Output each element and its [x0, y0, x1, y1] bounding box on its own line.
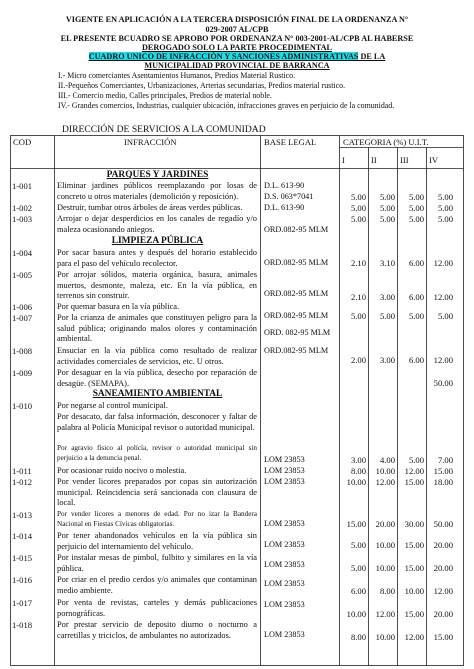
row-value-iii: 5.00 [408, 203, 424, 213]
category-1: I.- Micro comerciantes Asentamientos Humanos, Predios Material Rustico. [58, 71, 296, 80]
row-description: Por desaguar en la vía pública, desecho por reparación de desagüe. (SEMAPA). [57, 368, 257, 388]
section-title: DIRECCIÓN DE SERVICIOS A LA COMUNIDAD [62, 124, 266, 135]
row-value-i: 5.00 [350, 563, 366, 573]
row-value-ii: 10.00 [375, 540, 395, 550]
row-code: 1-012 [12, 477, 33, 487]
header-categoria: CATEGORIA (%) U.I.T. [343, 137, 429, 147]
row-code: 1-009 [12, 368, 33, 378]
row-code: 1-013 [12, 510, 33, 520]
row-value-ii: 5.00 [379, 311, 395, 321]
row-value-ii: 5.00 [379, 214, 395, 224]
row-value-i: 5.00 [350, 203, 366, 213]
row-value-iii: 5.00 [408, 192, 424, 202]
row-code: 1-004 [12, 248, 33, 258]
header-line-1: VIGENTE EN APLICACIÓN A LA TERCERA DISPOSICIÓN FINAL DE LA ORDENANZA N° [65, 15, 409, 24]
row-value-iv: 18.00 [433, 477, 453, 487]
row-base-legal: D.S. 063*7041 [264, 192, 314, 201]
row-value-ii: 8.00 [379, 586, 395, 596]
row-description: Por quemar basura en la vía pública. [57, 302, 180, 311]
row-value-ii: 10.00 [375, 563, 395, 573]
category-2: II.-Pequeños Comerciantes, Urbanizaciones, Arterias secundarias, Predios material rustico. [58, 81, 346, 90]
row-value-iii: 5.00 [408, 455, 424, 465]
row-base-legal: ORD.082-95 MLM [264, 289, 329, 298]
subsection-limpieza: LIMPIEZA PÚBLICA [111, 236, 204, 246]
row-value-iv: 12.00 [433, 355, 453, 365]
row-value-iii: 6.00 [408, 355, 424, 365]
row-code: 1-011 [12, 466, 32, 476]
row-value-iv: 5.00 [437, 311, 453, 321]
row-value-iii: 6.00 [408, 258, 424, 268]
row-code: 1-007 [12, 313, 33, 323]
row-description: Por vender licores preparados por copas sin autorización municipal. Reincidencia será sancionada con clausura de local. [57, 477, 257, 508]
header-title-suffix: DE LA [358, 52, 386, 61]
row-value-iv: 12.00 [433, 292, 453, 302]
row-description: Por desacato, dar falsa información, desconocer y faltar de palabra al Policía Municipal revisor o autoridad municipal. [57, 412, 257, 432]
row-base-legal: LOM 23853 [264, 579, 305, 588]
row-base-legal: LOM 23853 [264, 466, 305, 475]
row-code: 1-002 [12, 203, 33, 213]
row-value-i: 2.00 [350, 355, 366, 365]
header-col-iii: III [400, 155, 409, 165]
row-base-legal: ORD.082-95 MLM [264, 311, 329, 320]
row-description: Por prestar servicio de deposito diurno o nocturno a carretillas y triciclos, de ambulantes no autorizados. [57, 620, 257, 640]
row-code: 1-001 [12, 181, 33, 191]
row-value-iii: 12.00 [404, 632, 424, 642]
header-col-ii: II [371, 155, 377, 165]
row-code: 1-017 [12, 598, 33, 608]
row-description: Por ocasionar ruido nocivo o molestia. [57, 466, 187, 475]
row-base-legal: LOM 23853 [264, 540, 305, 549]
row-value-iv: 15.00 [433, 466, 453, 476]
header-infraccion: INFRACCIÓN [124, 137, 177, 147]
row-value-ii: 12.00 [375, 477, 395, 487]
row-value-ii: 5.00 [379, 203, 395, 213]
row-value-i: 5.00 [350, 192, 366, 202]
header-line-4: DEROGADO SOLO LA PARTE PROCEDIMENTAL [141, 43, 332, 52]
header-title-highlight: CUADRO UNICO DE INFRACCIÓN Y SANCIONES ADMINISTRATIVAS [88, 52, 359, 61]
row-base-legal: ORD.082-95 MLM [264, 346, 329, 355]
row-base-legal: LOM 23853 [264, 477, 305, 486]
row-value-iv: 20.00 [433, 540, 453, 550]
row-code: 1-006 [12, 302, 33, 312]
row-value-ii: 10.00 [375, 466, 395, 476]
row-base-legal: LOM 23853 [264, 560, 305, 569]
row-description: Por tener abandonados vehículos en la vía pública sin perjuicio del internamiento del vehículo. [57, 531, 257, 551]
row-description: Por venta de revistas, carteles y demás publicaciones pornográficas. [57, 598, 257, 618]
row-value-iv: 12.00 [433, 258, 453, 268]
row-base-legal: LOM 23853 [264, 630, 305, 639]
row-base-legal: ORD.082-95 MLM [264, 258, 329, 267]
row-code: 1-018 [12, 620, 33, 630]
row-value-iv: 7.00 [437, 455, 453, 465]
header-cod: COD [13, 137, 32, 147]
row-value-i: 3.00 [350, 455, 366, 465]
row-value-iii: 15.00 [404, 609, 424, 619]
row-description: Por negarse al control municipal. [57, 401, 168, 410]
row-base-legal: ORD.082-95 MLM [264, 225, 329, 234]
row-code: 1-005 [12, 270, 33, 280]
row-value-i: 15.00 [346, 519, 366, 529]
row-code: 1-014 [12, 531, 33, 541]
row-description: Destruir, tumbar otros árboles de áreas verdes públicas. [57, 203, 243, 212]
row-value-iii: 12.00 [404, 466, 424, 476]
row-description: Por agravio físico al policía, revisor o autoridad municipal sin perjuicio a la denuncia penal. [57, 444, 257, 462]
row-value-ii: 5.00 [379, 192, 395, 202]
row-base-legal: D.L. 613-90 [264, 203, 305, 212]
row-value-iii: 30.00 [404, 519, 424, 529]
subsection-parques: PARQUES Y JARDINES [106, 170, 209, 180]
header-line-2: 029-2007 AL/CPB [205, 25, 269, 34]
row-code: 1-003 [12, 214, 33, 224]
header-base-legal: BASE LEGAL [264, 137, 317, 147]
row-value-iv: 5.00 [437, 192, 453, 202]
row-base-legal: LOM 23853 [264, 455, 305, 464]
header-col-iv: IV [429, 155, 439, 165]
row-value-ii: 3.00 [379, 292, 395, 302]
row-value-ii: 20.00 [375, 519, 395, 529]
row-value-i: 5.00 [350, 214, 366, 224]
row-description: Por instalar mesas de pimbol, fulbito y similares en la vía pública. [57, 553, 257, 573]
row-code: 1-016 [12, 575, 33, 585]
row-value-i: 10.00 [346, 477, 366, 487]
row-description: Por sacar basura antes y después del horario establecido para el paso del vehículo recolector. [57, 248, 257, 268]
category-3: III.- Comercio medio, Calles principales, Predios de material noble. [58, 91, 272, 100]
row-value-i: 8.00 [350, 466, 366, 476]
row-code: 1-015 [12, 553, 33, 563]
row-value-ii: 3.00 [379, 355, 395, 365]
row-description: Arrojar o dejar desperdicios en los canales de regadío y/o maleza ocasionando aniegos. [57, 214, 257, 234]
row-value-iii: 15.00 [404, 540, 424, 550]
row-value-iii: 6.00 [408, 292, 424, 302]
row-code: 1-008 [12, 346, 33, 356]
header-col-i: I [342, 155, 345, 165]
row-value-iv: 5.00 [437, 203, 453, 213]
row-description: Por la crianza de animales que constituyen peligro para la salud pública; originando malos olores y contaminación ambiental. [57, 313, 257, 344]
row-value-iii: 5.00 [408, 214, 424, 224]
row-value-i: 8.00 [350, 632, 366, 642]
subsection-saneamiento: SANEAMIENTO AMBIENTAL [92, 389, 223, 399]
row-value-ii: 12.00 [375, 609, 395, 619]
row-base-legal: D.L. 613-90 [264, 181, 305, 190]
row-value-iii: 15.00 [404, 563, 424, 573]
row-value-ii: 3.10 [379, 258, 395, 268]
row-value-iv: 15.00 [433, 632, 453, 642]
row-value-i: 5.00 [350, 540, 366, 550]
row-base-legal: LOM 23853 [264, 519, 305, 528]
category-4: IV.- Grandes comercios, Industrias, cualquier ubicación, infracciones graves en perjuicio de la comunidad. [58, 101, 395, 110]
row-description: Por arrojar sólidos, materia orgánica, basura, animales muertos, desmonte, maleza, etc. En la vía pública, en terrenos sin construir. [57, 270, 257, 301]
row-value-iv: 20.00 [433, 563, 453, 573]
row-value-iv: 50.00 [433, 378, 453, 388]
row-value-iii: 5.00 [408, 311, 424, 321]
header-line-3: EL PRESENTE BCUADRO SE APROBO POR ORDENANZA N° 003-2001-AL/CPB AL HABERSE [60, 34, 414, 43]
row-value-ii: 4.00 [379, 455, 395, 465]
row-value-iii: 10.00 [404, 586, 424, 596]
row-value-i: 2.10 [350, 258, 366, 268]
row-description: Ensuciar en la vía pública como resultado de realizar actividades comerciales de servicios, etc. U otros. [57, 346, 257, 366]
row-value-i: 6.00 [350, 586, 366, 596]
row-base-legal: LOM 23853 [264, 600, 305, 609]
row-value-i: 10.00 [346, 609, 366, 619]
row-value-iv: 12.00 [433, 586, 453, 596]
row-description: Eliminar jardines públicos reemplazando por losas de concreto u otros materiales (demolición y reposición). [57, 181, 257, 201]
row-code: 1-010 [12, 401, 33, 411]
row-value-i: 5.00 [350, 311, 366, 321]
row-description: Por vender licores a menores de edad. Por no izar la Bandera Nacional en Fiestas Cívicas obligatorias. [57, 510, 257, 528]
row-value-iv: 50.00 [433, 519, 453, 529]
row-value-i: 2.10 [350, 292, 366, 302]
row-base-legal: ORD. 082-95 MLM [264, 328, 331, 337]
row-value-iv: 5.00 [437, 214, 453, 224]
row-value-iv: 20.00 [433, 609, 453, 619]
header-line-6: MUNICIPALIDAD PROVINCIAL DE BARRANCA [144, 61, 330, 70]
row-value-iii: 15.00 [404, 477, 424, 487]
row-value-ii: 10.00 [375, 632, 395, 642]
row-description: Por criar en el predio cerdos y/o animales que contaminan medio ambiente. [57, 575, 257, 595]
